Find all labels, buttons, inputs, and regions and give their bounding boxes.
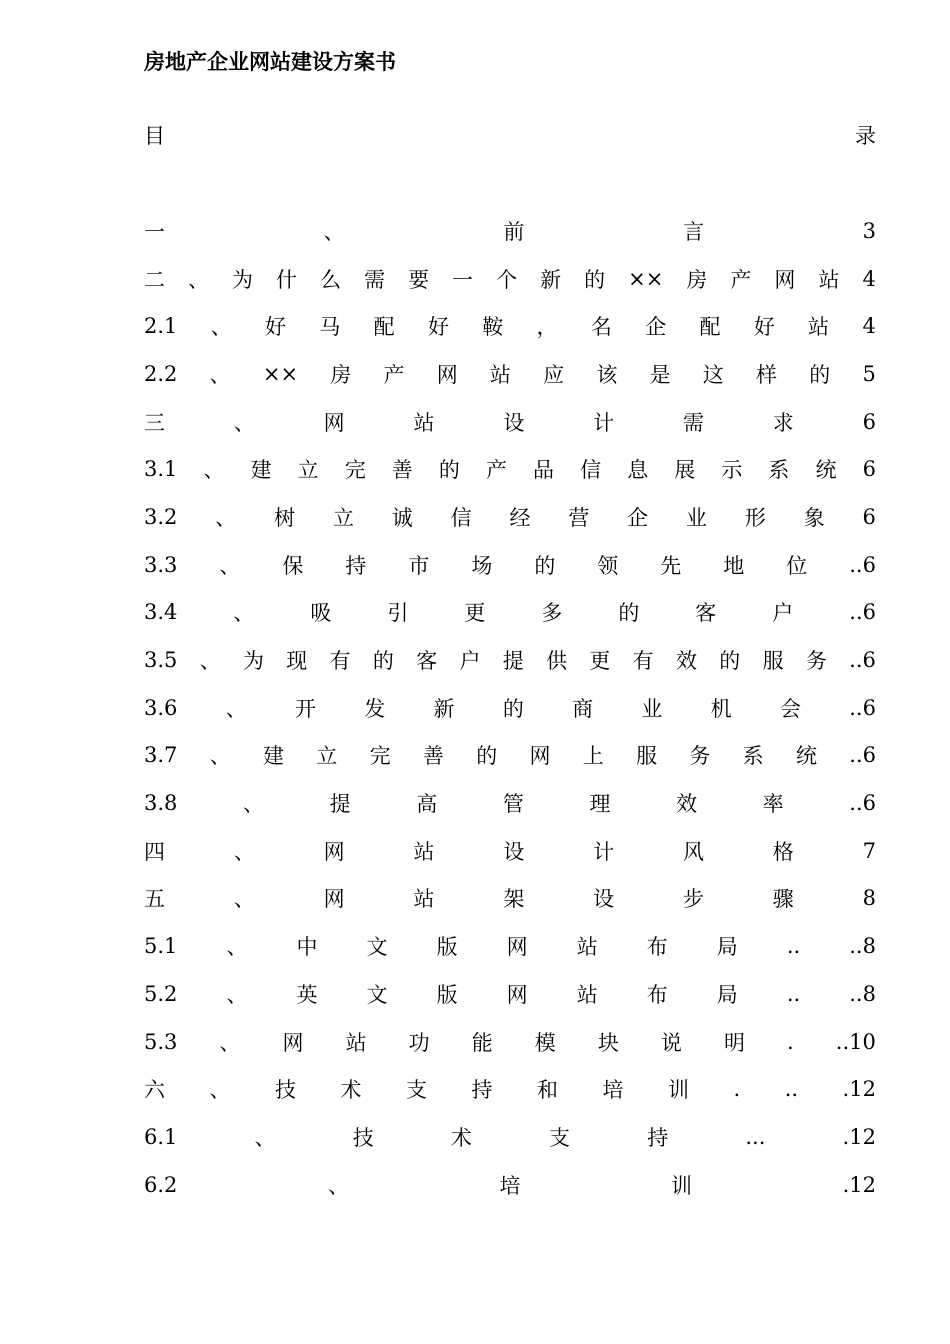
toc-entry-token: 配 — [373, 315, 395, 340]
toc-entry-page: ..6 — [849, 695, 876, 720]
toc-entry-token: 、 — [203, 458, 225, 483]
toc-entry-token: 三 — [144, 410, 165, 435]
toc-entry-token: 、 — [233, 410, 255, 435]
toc-entry-token: 、 — [209, 744, 231, 769]
toc-entry-token: 术 — [340, 1078, 362, 1103]
toc-entry-token: 块 — [597, 1030, 619, 1055]
toc-entry-token: 支 — [549, 1125, 571, 1150]
toc-entry-token: 新 — [433, 696, 455, 721]
toc-entry-token: 这 — [702, 362, 724, 387]
toc-entry-token: 户 — [772, 601, 794, 626]
toc-entry-token: 务 — [689, 744, 711, 769]
toc-entry — [144, 207, 876, 255]
toc-entry-token: 能 — [471, 1030, 493, 1055]
toc-entry-token: 诚 — [391, 505, 413, 530]
toc-entry-token: 应 — [543, 362, 565, 387]
toc-entry-token: 、 — [323, 219, 345, 244]
toc-entry-token: 的 — [476, 744, 498, 769]
toc-entry-token: 、 — [188, 267, 210, 292]
toc-entry-token: 善 — [422, 744, 444, 769]
toc-entry-token: 、 — [219, 1030, 241, 1055]
toc-entry-token: 、 — [233, 887, 255, 912]
toc-entry-token: 一 — [144, 219, 165, 244]
toc-entry-token: 5.3 — [144, 1029, 178, 1054]
toc-entry-token: 设 — [503, 839, 525, 864]
toc-entry-page: 6 — [862, 409, 876, 434]
toc-entry-token: 好 — [753, 315, 775, 340]
toc-entry-token: 持 — [471, 1078, 493, 1103]
toc-entry-token: 言 — [682, 219, 704, 244]
toc-entry-page: ..6 — [849, 791, 876, 816]
toc-entry — [144, 779, 876, 827]
toc-entry — [144, 589, 876, 637]
toc-entry-token: 设 — [503, 410, 525, 435]
toc-entry-token: 需 — [364, 267, 386, 292]
toc-entry-token: 布 — [646, 935, 668, 960]
toc-entry-token: 产 — [485, 458, 507, 483]
toc-entry-token: 理 — [589, 792, 611, 817]
toc-entry — [144, 1018, 876, 1066]
toc-entry-token: 户 — [459, 649, 481, 674]
toc-entry-token: 场 — [471, 553, 493, 578]
toc-entry-token: 设 — [593, 887, 615, 912]
toc-entry-token: 展 — [674, 458, 696, 483]
toc-entry-token: . — [733, 1077, 741, 1102]
toc-entry-token: 术 — [450, 1125, 472, 1150]
toc-entry-token: 鞍 — [482, 315, 504, 340]
toc-entry-token: 、 — [327, 1173, 349, 1198]
toc-entry-token: 网 — [323, 839, 345, 864]
toc-entry-token: 吸 — [310, 601, 332, 626]
toc-entry-token: 、 — [199, 649, 221, 674]
toc-entry-token: 、 — [209, 362, 231, 387]
toc-entry-token: 现 — [286, 649, 308, 674]
toc-entry-token: 息 — [627, 458, 649, 483]
toc-entry-token: 开 — [294, 696, 316, 721]
toc-entry-token: 格 — [772, 839, 794, 864]
toc-entry-token: 网 — [506, 982, 528, 1007]
toc-entry-token: 、 — [233, 601, 255, 626]
toc-entry-token: 统 — [815, 458, 837, 483]
toc-entry-token: 个 — [496, 267, 518, 292]
toc-entry-token: 版 — [436, 935, 458, 960]
toc-entry-token: 产 — [730, 267, 752, 292]
toc-entry-token: 站 — [576, 935, 598, 960]
toc-entry-token: 网 — [323, 410, 345, 435]
toc-entry-token: 率 — [762, 792, 784, 817]
toc-entry-token: 前 — [503, 219, 525, 244]
toc-entry-token: 和 — [537, 1078, 558, 1103]
toc-entry-token: 房 — [686, 267, 708, 292]
toc-entry-token: 功 — [408, 1030, 430, 1055]
toc-entry-token: 训 — [671, 1173, 693, 1198]
toc-entry-token: 营 — [568, 505, 590, 530]
toc-entry — [144, 1113, 876, 1161]
toc-entry-token: 保 — [282, 553, 304, 578]
toc-entry-page: 7 — [862, 838, 876, 863]
toc-entry-token: 上 — [582, 744, 604, 769]
toc-entry-token: 好 — [265, 315, 287, 340]
toc-entry-token: 说 — [660, 1030, 682, 1055]
toc-entry-token: 3.1 — [144, 457, 178, 482]
toc-entry-token: ×× — [628, 266, 664, 291]
toc-entry-token: 建 — [250, 458, 272, 483]
toc-entry-token: 局 — [716, 982, 738, 1007]
table-of-contents — [144, 207, 876, 1208]
toc-entry-token: 是 — [649, 362, 671, 387]
toc-entry-token: 服 — [636, 744, 658, 769]
toc-entry-page: 4 — [862, 314, 876, 339]
toc-entry-token: 多 — [541, 601, 563, 626]
toc-entry-token: 好 — [427, 315, 449, 340]
toc-entry-token: . — [787, 1029, 794, 1054]
toc-entry-token: 培 — [499, 1173, 521, 1198]
toc-entry-token: 的 — [618, 601, 640, 626]
toc-entry-token: 商 — [572, 696, 594, 721]
toc-entry-token: 风 — [682, 839, 704, 864]
toc-entry-token: 技 — [275, 1078, 296, 1103]
toc-entry — [144, 255, 876, 303]
toc-entry-token: 系 — [742, 744, 764, 769]
toc-entry-token: 什 — [276, 267, 298, 292]
toc-entry-token: 6.1 — [144, 1124, 178, 1149]
toc-entry-page: ..6 — [849, 648, 876, 673]
toc-entry-token: 房 — [330, 362, 352, 387]
toc-entry-token: 建 — [263, 744, 284, 769]
toc-entry-token: 名 — [590, 315, 612, 340]
toc-entry-token: 样 — [756, 362, 778, 387]
toc-entry-token: 市 — [408, 553, 430, 578]
toc-entry-token: 计 — [593, 410, 615, 435]
toc-entry-token: 提 — [502, 649, 524, 674]
toc-entry-token: 产 — [383, 362, 405, 387]
toc-entry-token: 、 — [225, 696, 247, 721]
toc-entry-token: 六 — [144, 1078, 165, 1103]
toc-entry-page: 8 — [862, 886, 876, 911]
toc-entry-token: 3.5 — [144, 648, 178, 673]
toc-entry-token: ， — [536, 315, 558, 340]
toc-entry-token: 站 — [345, 1030, 367, 1055]
toc-entry-page: ..6 — [849, 743, 876, 768]
toc-entry-token: 、 — [233, 839, 255, 864]
toc-entry-token: 有 — [632, 649, 654, 674]
toc-entry-token: 统 — [795, 744, 817, 769]
toc-entry-token: 一 — [452, 267, 474, 292]
toc-entry-token: 示 — [721, 458, 743, 483]
toc-entry-token: 五 — [144, 887, 165, 912]
toc-entry-token: 该 — [596, 362, 618, 387]
toc-entry-token: 文 — [366, 935, 388, 960]
toc-entry-token: .. — [786, 934, 801, 959]
toc-entry-token: 支 — [406, 1078, 427, 1103]
toc-entry — [144, 398, 876, 446]
toc-entry-token: 马 — [319, 315, 341, 340]
toc-entry — [144, 1065, 876, 1113]
toc-entry — [144, 970, 876, 1018]
toc-entry-token: ... — [745, 1124, 766, 1149]
toc-entry-token: 5.2 — [144, 981, 178, 1006]
toc-entry-token: 提 — [329, 792, 351, 817]
toc-entry-token: 发 — [364, 696, 386, 721]
toc-entry-token: 新 — [540, 267, 562, 292]
toc-entry-token: 网 — [774, 267, 796, 292]
toc-entry-token: 布 — [646, 982, 668, 1007]
toc-entry-token: 2.2 — [144, 361, 178, 386]
toc-entry-token: 完 — [369, 744, 391, 769]
toc-entry-page: .12 — [842, 1172, 876, 1197]
toc-entry-token: 站 — [576, 982, 598, 1007]
toc-entry-token: 的 — [534, 553, 556, 578]
toc-entry — [144, 684, 876, 732]
toc-entry — [144, 302, 876, 350]
toc-entry-token: 5.1 — [144, 934, 178, 959]
toc-entry-token: 企 — [627, 505, 649, 530]
toc-entry — [144, 1161, 876, 1209]
toc-entry-token: 文 — [366, 982, 388, 1007]
toc-entry-token: 模 — [534, 1030, 556, 1055]
toc-entry-token: 3.8 — [144, 791, 178, 816]
toc-entry-token: 网 — [506, 935, 528, 960]
toc-entry-page: 6 — [862, 457, 876, 482]
toc-entry-token: 的 — [502, 696, 524, 721]
toc-entry-token: 站 — [808, 315, 830, 340]
toc-entry-token: 的 — [584, 267, 606, 292]
toc-entry-token: 树 — [274, 505, 296, 530]
toc-entry-token: 效 — [675, 649, 697, 674]
toc-entry-page: .12 — [842, 1077, 876, 1102]
toc-entry-token: ×× — [262, 361, 299, 386]
toc-entry-token: 信 — [580, 458, 602, 483]
toc-entry-token: 、 — [226, 935, 248, 960]
toc-entry-token: 客 — [416, 649, 438, 674]
toc-entry-token: 版 — [436, 982, 458, 1007]
toc-entry-token: .. — [784, 1077, 799, 1102]
toc-entry-token: 6.2 — [144, 1172, 178, 1197]
toc-entry-token: 么 — [320, 267, 342, 292]
toc-entry-token: 象 — [803, 505, 825, 530]
toc-entry-token: 企 — [645, 315, 667, 340]
toc-entry-token: 业 — [686, 505, 707, 530]
toc-entry-token: 的 — [719, 649, 741, 674]
toc-entry-token: 培 — [602, 1078, 624, 1103]
toc-entry-token: 业 — [641, 696, 663, 721]
toc-entry-token: 领 — [597, 553, 619, 578]
toc-entry-token: 3.4 — [144, 600, 178, 625]
toc-entry-token: 、 — [226, 982, 248, 1007]
toc-entry-token: 站 — [818, 267, 840, 292]
toc-entry-token: 求 — [772, 410, 794, 435]
toc-entry-token: 需 — [682, 410, 704, 435]
toc-entry-page: .12 — [842, 1124, 876, 1149]
toc-entry-token: 为 — [243, 649, 264, 674]
toc-entry-page: ..10 — [835, 1029, 876, 1054]
toc-entry-token: 、 — [215, 505, 237, 530]
toc-entry-token: 的 — [372, 649, 394, 674]
toc-entry-token: 、 — [254, 1125, 276, 1150]
toc-entry-token: 局 — [716, 935, 738, 960]
toc-entry-token: 持 — [345, 553, 367, 578]
toc-entry-page: ..6 — [849, 600, 876, 625]
toc-entry-token: 中 — [296, 935, 318, 960]
toc-entry-token: 二 — [144, 267, 165, 292]
toc-entry-token: 有 — [329, 649, 351, 674]
toc-entry-token: 配 — [699, 315, 721, 340]
toc-entry-token: 骤 — [772, 887, 794, 912]
toc-entry-token: 地 — [723, 553, 745, 578]
toc-entry-token: 持 — [647, 1125, 669, 1150]
toc-entry-token: 先 — [660, 553, 682, 578]
toc-entry-token: 善 — [391, 458, 413, 483]
toc-entry-token: 站 — [413, 410, 435, 435]
toc-entry-token: 务 — [805, 649, 827, 674]
toc-entry — [144, 636, 876, 684]
toc-entry-token: 英 — [296, 982, 318, 1007]
toc-entry-token: 服 — [762, 649, 784, 674]
toc-entry-token: 品 — [533, 458, 555, 483]
toc-entry-token: 训 — [668, 1078, 689, 1103]
toc-entry — [144, 350, 876, 398]
toc-heading-right: 录 — [855, 124, 876, 148]
toc-entry-token: 管 — [502, 792, 524, 817]
toc-entry-token: 、 — [209, 1078, 231, 1103]
toc-entry-token: 技 — [352, 1125, 374, 1150]
toc-entry-page: 3 — [862, 218, 876, 243]
toc-entry — [144, 875, 876, 923]
toc-entry-token: 要 — [408, 267, 430, 292]
toc-entry-token: 3.7 — [144, 743, 178, 768]
toc-heading — [144, 118, 876, 152]
toc-heading-left: 目 — [144, 124, 165, 148]
toc-entry-token: 为 — [232, 267, 254, 292]
toc-entry-token: 3.2 — [144, 504, 178, 529]
toc-entry-token: 网 — [529, 744, 551, 769]
toc-entry — [144, 493, 876, 541]
toc-entry — [144, 732, 876, 780]
toc-entry-token: 站 — [413, 887, 435, 912]
toc-entry-token: 信 — [450, 505, 472, 530]
toc-entry-token: 3.6 — [144, 695, 178, 720]
toc-entry-token: 架 — [503, 887, 525, 912]
toc-entry-token: 更 — [589, 649, 611, 674]
toc-entry-token: 2.1 — [144, 314, 178, 339]
toc-entry-token: 立 — [332, 505, 354, 530]
toc-entry-token: 网 — [323, 887, 345, 912]
toc-entry-token: 步 — [682, 887, 704, 912]
toc-entry-token: 位 — [786, 553, 808, 578]
toc-entry-token: 完 — [344, 458, 366, 483]
toc-entry-token: 客 — [695, 601, 717, 626]
toc-entry-token: 立 — [316, 744, 338, 769]
toc-entry-page: ..8 — [849, 981, 876, 1006]
toc-entry-token: 系 — [768, 458, 790, 483]
toc-entry-token: 经 — [509, 505, 531, 530]
toc-entry-token: 、 — [219, 553, 241, 578]
toc-entry-token: 四 — [144, 839, 165, 864]
toc-entry-token: .. — [786, 981, 801, 1006]
toc-entry-token: 计 — [593, 839, 615, 864]
toc-entry — [144, 541, 876, 589]
toc-entry-token: 3.3 — [144, 552, 178, 577]
toc-entry — [144, 445, 876, 493]
toc-entry-token: 立 — [297, 458, 319, 483]
toc-entry-token: 网 — [282, 1030, 304, 1055]
toc-entry-token: 站 — [413, 839, 435, 864]
toc-entry-token: 形 — [744, 505, 766, 530]
toc-entry-token: 更 — [464, 601, 486, 626]
toc-entry-token: 供 — [546, 649, 568, 674]
toc-entry-token: 明 — [723, 1030, 745, 1055]
toc-entry-token: 会 — [779, 696, 801, 721]
toc-entry-token: 网 — [436, 362, 458, 387]
toc-entry-page: ..6 — [849, 552, 876, 577]
toc-entry-token: 机 — [710, 696, 732, 721]
toc-entry-token: 的 — [438, 458, 460, 483]
toc-entry-token: 高 — [416, 792, 438, 817]
toc-entry-token: 效 — [676, 792, 698, 817]
toc-entry-page: ..8 — [849, 934, 876, 959]
toc-entry-token: 的 — [809, 362, 831, 387]
document-title: 房地产企业网站建设方案书 — [144, 49, 396, 74]
toc-entry — [144, 922, 876, 970]
toc-entry — [144, 827, 876, 875]
toc-entry-token: 、 — [243, 792, 265, 817]
toc-entry-page: 5 — [862, 361, 876, 386]
toc-entry-page: 6 — [862, 504, 876, 529]
toc-entry-token: 站 — [489, 362, 511, 387]
toc-entry-token: 、 — [210, 315, 232, 340]
toc-entry-page: 4 — [862, 266, 876, 291]
toc-entry-token: 引 — [387, 601, 409, 626]
